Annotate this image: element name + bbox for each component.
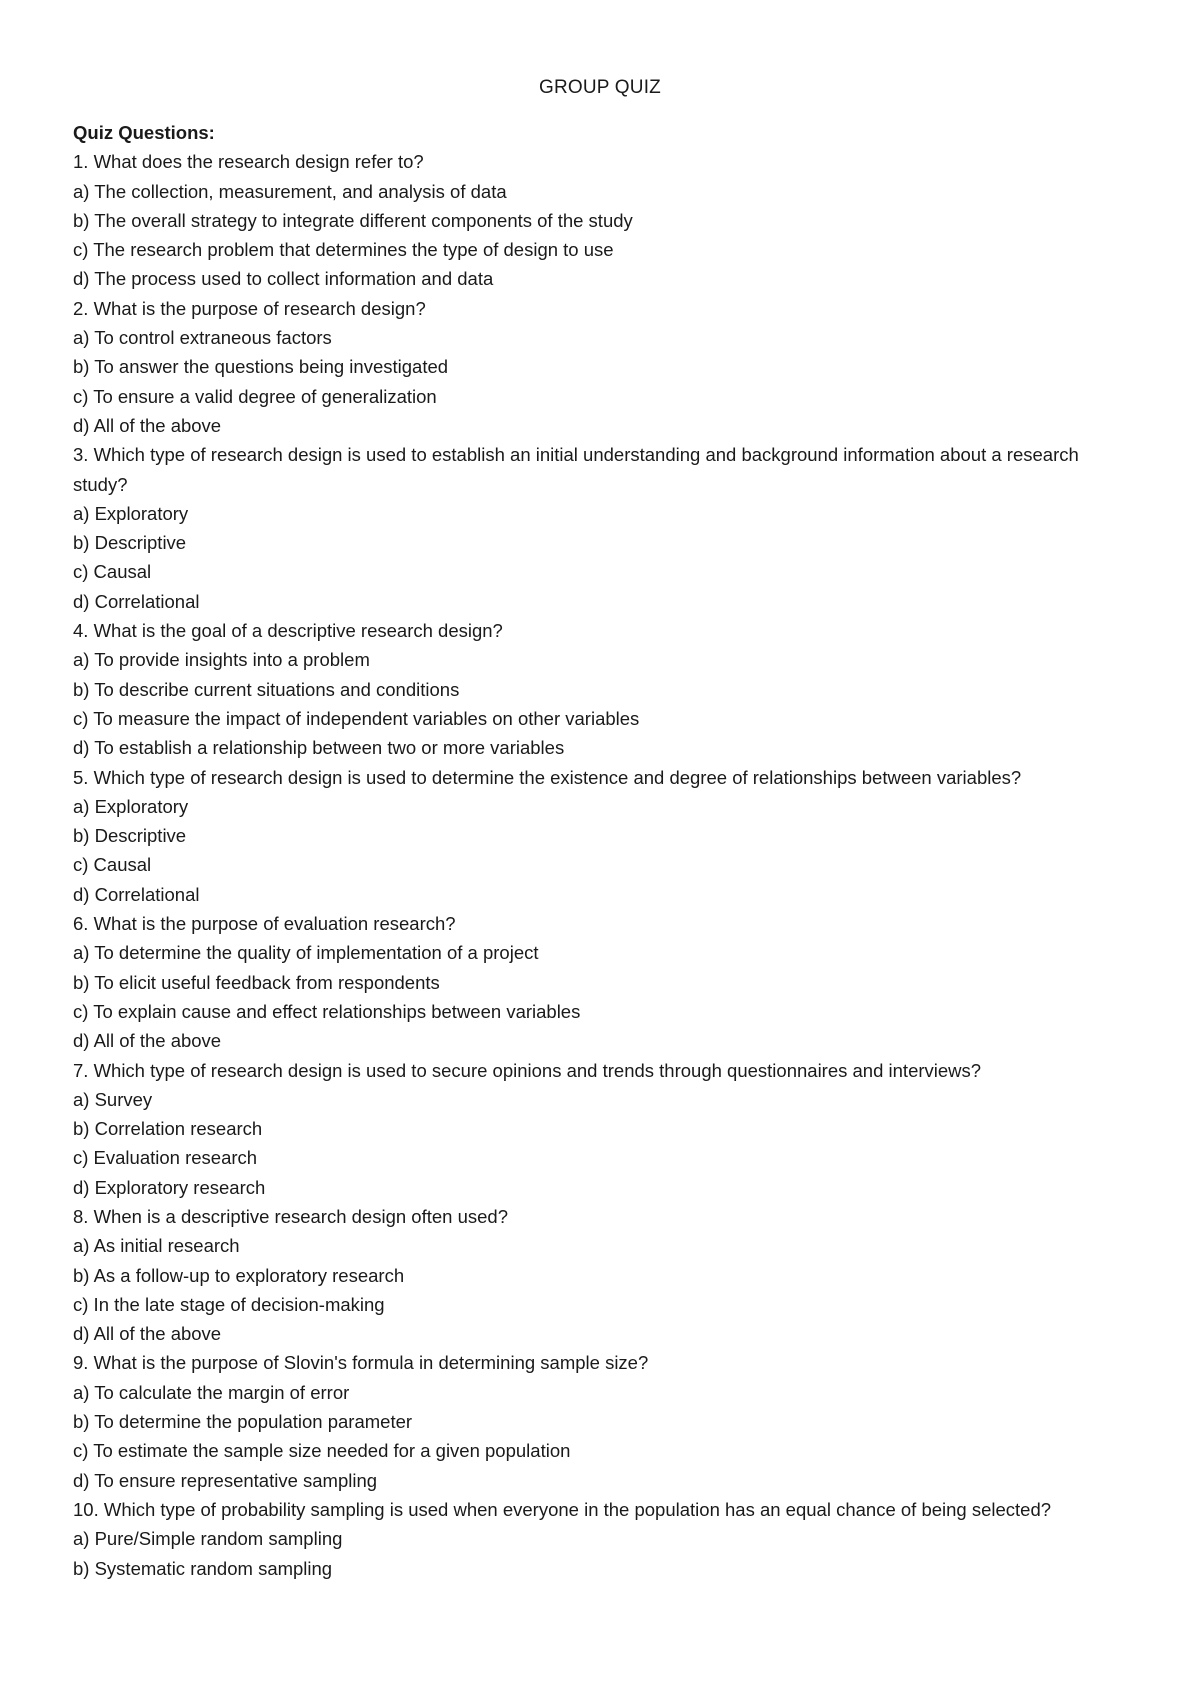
quiz-line: c) To measure the impact of independent variables on other variables [73, 707, 640, 729]
quiz-line: d) Exploratory research [73, 1176, 266, 1198]
quiz-line: a) Survey [73, 1088, 153, 1110]
document-title: GROUP QUIZ [539, 77, 661, 98]
quiz-line: 5. Which type of research design is used to determine the existence and degree of relationships between variables? [73, 766, 1022, 788]
quiz-line: b) Descriptive [73, 825, 187, 847]
quiz-line: c) To estimate the sample size needed for a given population [73, 1440, 571, 1462]
quiz-line: 2. What is the purpose of research design? [73, 297, 426, 319]
quiz-line: d) To establish a relationship between two or more variables [73, 737, 565, 759]
quiz-line: 9. What is the purpose of Slovin's formula in determining sample size? [73, 1352, 649, 1374]
quiz-line: b) To elicit useful feedback from respondents [73, 971, 440, 993]
quiz-line: c) Causal [73, 854, 152, 876]
quiz-line: c) To ensure a valid degree of generalization [73, 385, 437, 407]
quiz-line: a) Exploratory [73, 795, 189, 817]
quiz-line: d) Correlational [73, 883, 200, 905]
quiz-line: c) In the late stage of decision-making [73, 1293, 385, 1315]
quiz-line: d) Correlational [73, 590, 200, 612]
quiz-line: b) Correlation research [73, 1118, 263, 1140]
quiz-line: b) To answer the questions being investigated [73, 356, 449, 378]
quiz-line: b) The overall strategy to integrate different components of the study [73, 209, 633, 231]
quiz-line: d) To ensure representative sampling [73, 1469, 378, 1491]
quiz-heading: Quiz Questions: [73, 122, 215, 143]
quiz-line: a) To control extraneous factors [73, 327, 332, 349]
quiz-line: c) Causal [73, 561, 152, 583]
quiz-line: b) To describe current situations and conditions [73, 678, 460, 700]
quiz-line: a) To provide insights into a problem [73, 649, 370, 671]
quiz-line: 1. What does the research design refer to? [73, 151, 424, 173]
quiz-line: a) As initial research [73, 1235, 240, 1257]
quiz-line: 7. Which type of research design is used to secure opinions and trends through questionnaires and interviews? [73, 1059, 982, 1081]
quiz-line: d) All of the above [73, 1323, 222, 1345]
quiz-line: c) The research problem that determines the type of design to use [73, 239, 614, 261]
quiz-line: b) Systematic random sampling [73, 1557, 333, 1579]
quiz-line: c) Evaluation research [73, 1147, 258, 1169]
quiz-line: 8. When is a descriptive research design often used? [73, 1205, 508, 1227]
quiz-line: a) To determine the quality of implementation of a project [73, 942, 539, 964]
quiz-line: 4. What is the goal of a descriptive research design? [73, 620, 503, 642]
quiz-line: a) To calculate the margin of error [73, 1381, 350, 1403]
quiz-line: b) To determine the population parameter [73, 1411, 413, 1433]
quiz-line: c) To explain cause and effect relationships between variables [73, 1000, 581, 1022]
quiz-line: b) Descriptive [73, 532, 187, 554]
quiz-line: a) Pure/Simple random sampling [73, 1528, 343, 1550]
quiz-line: a) The collection, measurement, and analysis of data [73, 180, 507, 202]
quiz-line: 10. Which type of probability sampling is used when everyone in the population has an equal chance of being selected? [73, 1498, 1052, 1520]
quiz-line: b) As a follow-up to exploratory research [73, 1264, 405, 1286]
quiz-line: d) The process used to collect information and data [73, 268, 494, 290]
quiz-line: a) Exploratory [73, 502, 189, 524]
quiz-line: 3. Which type of research design is used to establish an initial understanding and background information about a research study? [73, 444, 1079, 495]
quiz-line: d) All of the above [73, 1030, 222, 1052]
quiz-line: d) All of the above [73, 414, 222, 436]
quiz-line: 6. What is the purpose of evaluation research? [73, 913, 456, 935]
quiz-content [73, 118, 1133, 1583]
